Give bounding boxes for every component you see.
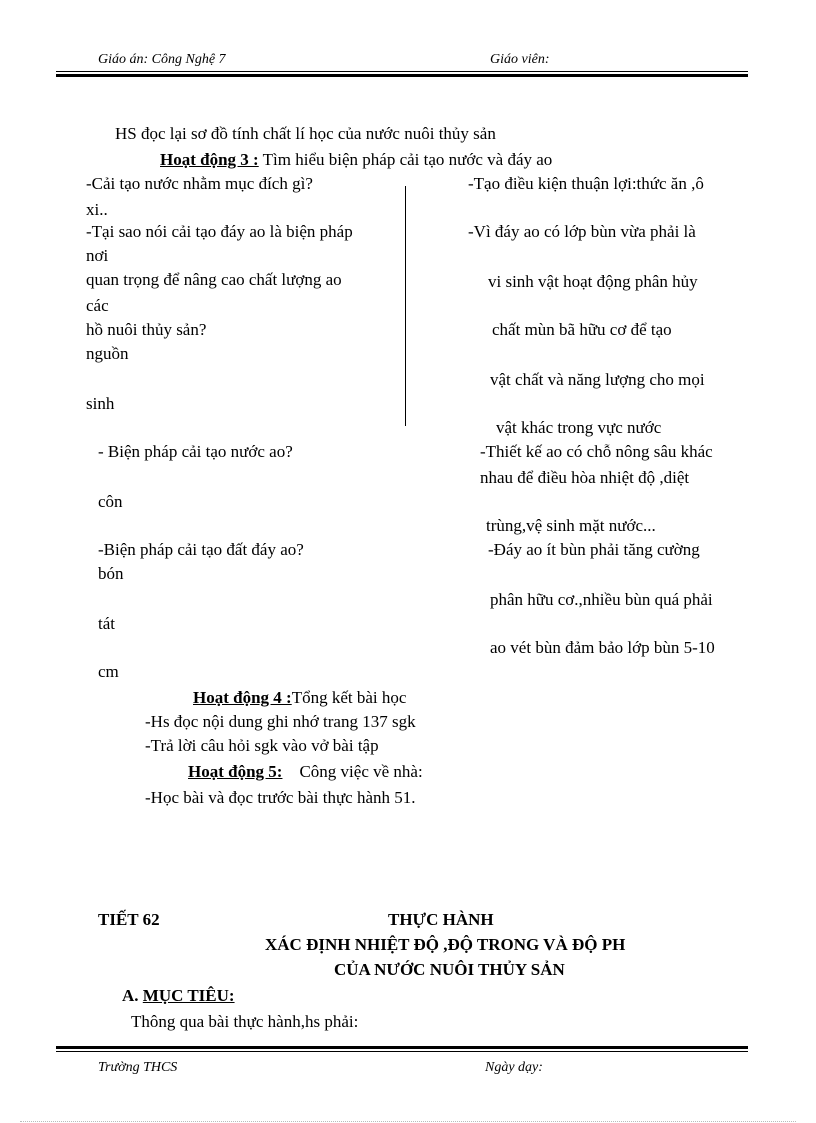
activity3-text: Tìm hiểu biện pháp cải tạo nước và đáy ao (258, 150, 553, 169)
right-line: nhau để điều hòa nhiệt độ ,diệt (480, 468, 690, 487)
column-divider (405, 186, 406, 426)
left-line: các (86, 296, 109, 315)
right-line: -Đáy ao ít bùn phải tăng cường (488, 540, 700, 559)
right-line: vật chất và năng lượng cho mọi (490, 370, 705, 389)
left-line: quan trọng để nâng cao chất lượng ao (86, 270, 342, 289)
header-rule-thin (56, 71, 748, 72)
activity3-heading (160, 150, 552, 170)
left-line: xi.. (86, 200, 108, 219)
left-line: sinh (86, 394, 115, 413)
activity4-heading (193, 688, 406, 708)
header-teacher: Giáo viên: (490, 52, 550, 67)
footer-rule-thick (56, 1046, 748, 1049)
header-subject: Giáo án: Công Nghệ 7 (98, 52, 226, 67)
activity4-text: Tổng kết bài học (291, 688, 407, 707)
section-text: Thông qua bài thực hành,hs phải: (131, 1012, 359, 1031)
section-prefix: A. (122, 986, 143, 1005)
footer-date: Ngày dạy: (485, 1060, 543, 1075)
activity4-item: -Hs đọc nội dung ghi nhớ trang 137 sgk (145, 712, 416, 731)
right-line: -Vì đáy ao có lớp bùn vừa phải là (468, 222, 696, 241)
activity5-heading (188, 762, 423, 782)
right-line: trùng,vệ sinh mặt nước... (486, 516, 656, 535)
lesson-subtitle-2: CỦA NƯỚC NUÔI THỦY SẢN (334, 960, 565, 979)
left-line: côn (98, 492, 123, 511)
right-line: vi sinh vật hoạt động phân hủy (488, 272, 698, 291)
left-line: hồ nuôi thủy sản? (86, 320, 207, 339)
left-line: bón (98, 564, 124, 583)
left-line: tát (98, 614, 115, 633)
activity4-item: -Trả lời câu hỏi sgk vào vở bài tập (145, 736, 379, 755)
left-line: cm (98, 662, 119, 681)
right-line: ao vét bùn đảm bảo lớp bùn 5-10 (490, 638, 715, 657)
right-line: -Thiết kế ao có chỗ nông sâu khác (480, 442, 713, 461)
right-line: vật khác trong vực nước (496, 418, 662, 437)
activity5-text: Công việc về nhà: (282, 762, 423, 781)
activity4-label: Hoạt động 4 : (193, 688, 292, 707)
lesson-title: THỰC HÀNH (388, 910, 494, 929)
left-line: -Tại sao nói cải tạo đáy ao là biện pháp (86, 222, 353, 241)
footer-rule-thin (56, 1051, 748, 1052)
right-line: -Tạo điều kiện thuận lợi:thức ăn ,ô (468, 174, 704, 193)
left-line: - Biện pháp cải tạo nước ao? (98, 442, 293, 461)
activity3-label: Hoạt động 3 : (160, 150, 259, 169)
page-bottom-dotted-rule (20, 1121, 796, 1122)
header-rule-thick (56, 74, 748, 77)
left-line: nguồn (86, 344, 129, 363)
left-line: -Biện pháp cải tạo đất đáy ao? (98, 540, 304, 559)
lesson-subtitle: XÁC ĐỊNH NHIỆT ĐỘ ,ĐỘ TRONG VÀ ĐỘ PH (265, 935, 626, 954)
section-label: MỤC TIÊU: (142, 986, 235, 1005)
section-heading (122, 986, 235, 1006)
lesson-period: TIẾT 62 (98, 910, 160, 929)
right-line: phân hữu cơ.,nhiều bùn quá phải (490, 590, 713, 609)
right-line: chất mùn bã hữu cơ để tạo (492, 320, 672, 339)
left-line: nơi (86, 246, 109, 265)
footer-school: Trường THCS (98, 1060, 178, 1075)
activity5-label: Hoạt động 5: (188, 762, 283, 781)
left-line: -Cải tạo nước nhằm mục đích gì? (86, 174, 313, 193)
intro-text: HS đọc lại sơ đồ tính chất lí học của nước nuôi thủy sản (115, 124, 496, 143)
activity5-item: -Học bài và đọc trước bài thực hành 51. (145, 788, 416, 807)
